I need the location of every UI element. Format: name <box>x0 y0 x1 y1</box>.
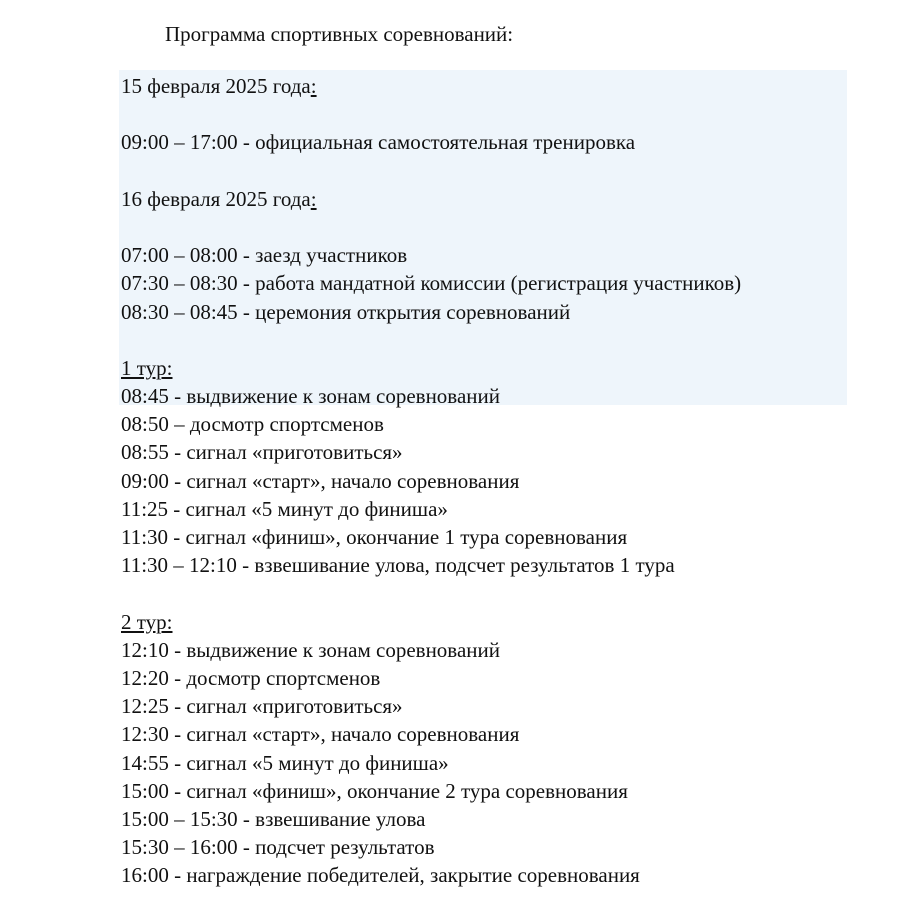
day2-colon: : <box>310 186 317 211</box>
list-item: 07:00 – 08:00 - заезд участников <box>121 243 408 268</box>
list-item: 08:45 - выдвижение к зонам соревнований <box>121 384 500 409</box>
list-item: 09:00 – 17:00 - официальная самостоятельная тренировка <box>121 130 636 155</box>
list-item: 12:20 - досмотр спортсменов <box>121 665 381 690</box>
schedule-body <box>121 72 881 889</box>
round1-heading: 1 тур: <box>121 355 173 380</box>
day1-colon: : <box>310 74 317 98</box>
list-item: 15:30 – 16:00 - подсчет результатов <box>121 835 435 860</box>
list-item: 14:55 - сигнал «5 минут до финиша» <box>121 750 449 775</box>
spacer <box>121 213 881 241</box>
list-item: 11:30 - сигнал «финиш», окончание 1 тура соревнования <box>121 525 628 549</box>
list-item: 08:55 - сигнал «приготовиться» <box>121 440 403 465</box>
list-item: 07:30 – 08:30 - работа мандатной комиссии (регистрация участников) <box>121 271 742 296</box>
list-item: 12:30 - сигнал «старт», начало соревнования <box>121 722 520 747</box>
list-item: 08:30 – 08:45 - церемония открытия соревнований <box>121 299 571 324</box>
spacer <box>121 100 881 128</box>
list-item: 16:00 - награждение победителей, закрытие соревнования <box>121 863 640 888</box>
list-item: 15:00 – 15:30 - взвешивание улова <box>121 806 426 831</box>
list-item: 12:25 - сигнал «приготовиться» <box>121 694 403 719</box>
document-title: Программа спортивных соревнований: <box>165 22 514 46</box>
list-item: 12:10 - выдвижение к зонам соревнований <box>121 637 500 662</box>
day2-date: 16 февраля 2025 года <box>121 186 311 211</box>
list-item: 11:25 - сигнал «5 минут до финиша» <box>121 496 448 521</box>
day1-heading <box>121 72 881 100</box>
list-item: 15:00 - сигнал «финиш», окончание 2 тура соревнования <box>121 778 628 803</box>
list-item: 11:30 – 12:10 - взвешивание улова, подсчет результатов 1 тура <box>121 553 675 578</box>
list-item: 09:00 - сигнал «старт», начало соревнования <box>121 468 520 493</box>
round2-heading: 2 тур: <box>121 609 173 634</box>
list-item: 08:50 – досмотр спортсменов <box>121 412 384 437</box>
spacer <box>121 326 881 354</box>
day1-date: 15 февраля 2025 года <box>121 74 311 98</box>
day2-heading <box>121 185 881 213</box>
spacer <box>121 579 881 607</box>
spacer <box>121 157 881 185</box>
